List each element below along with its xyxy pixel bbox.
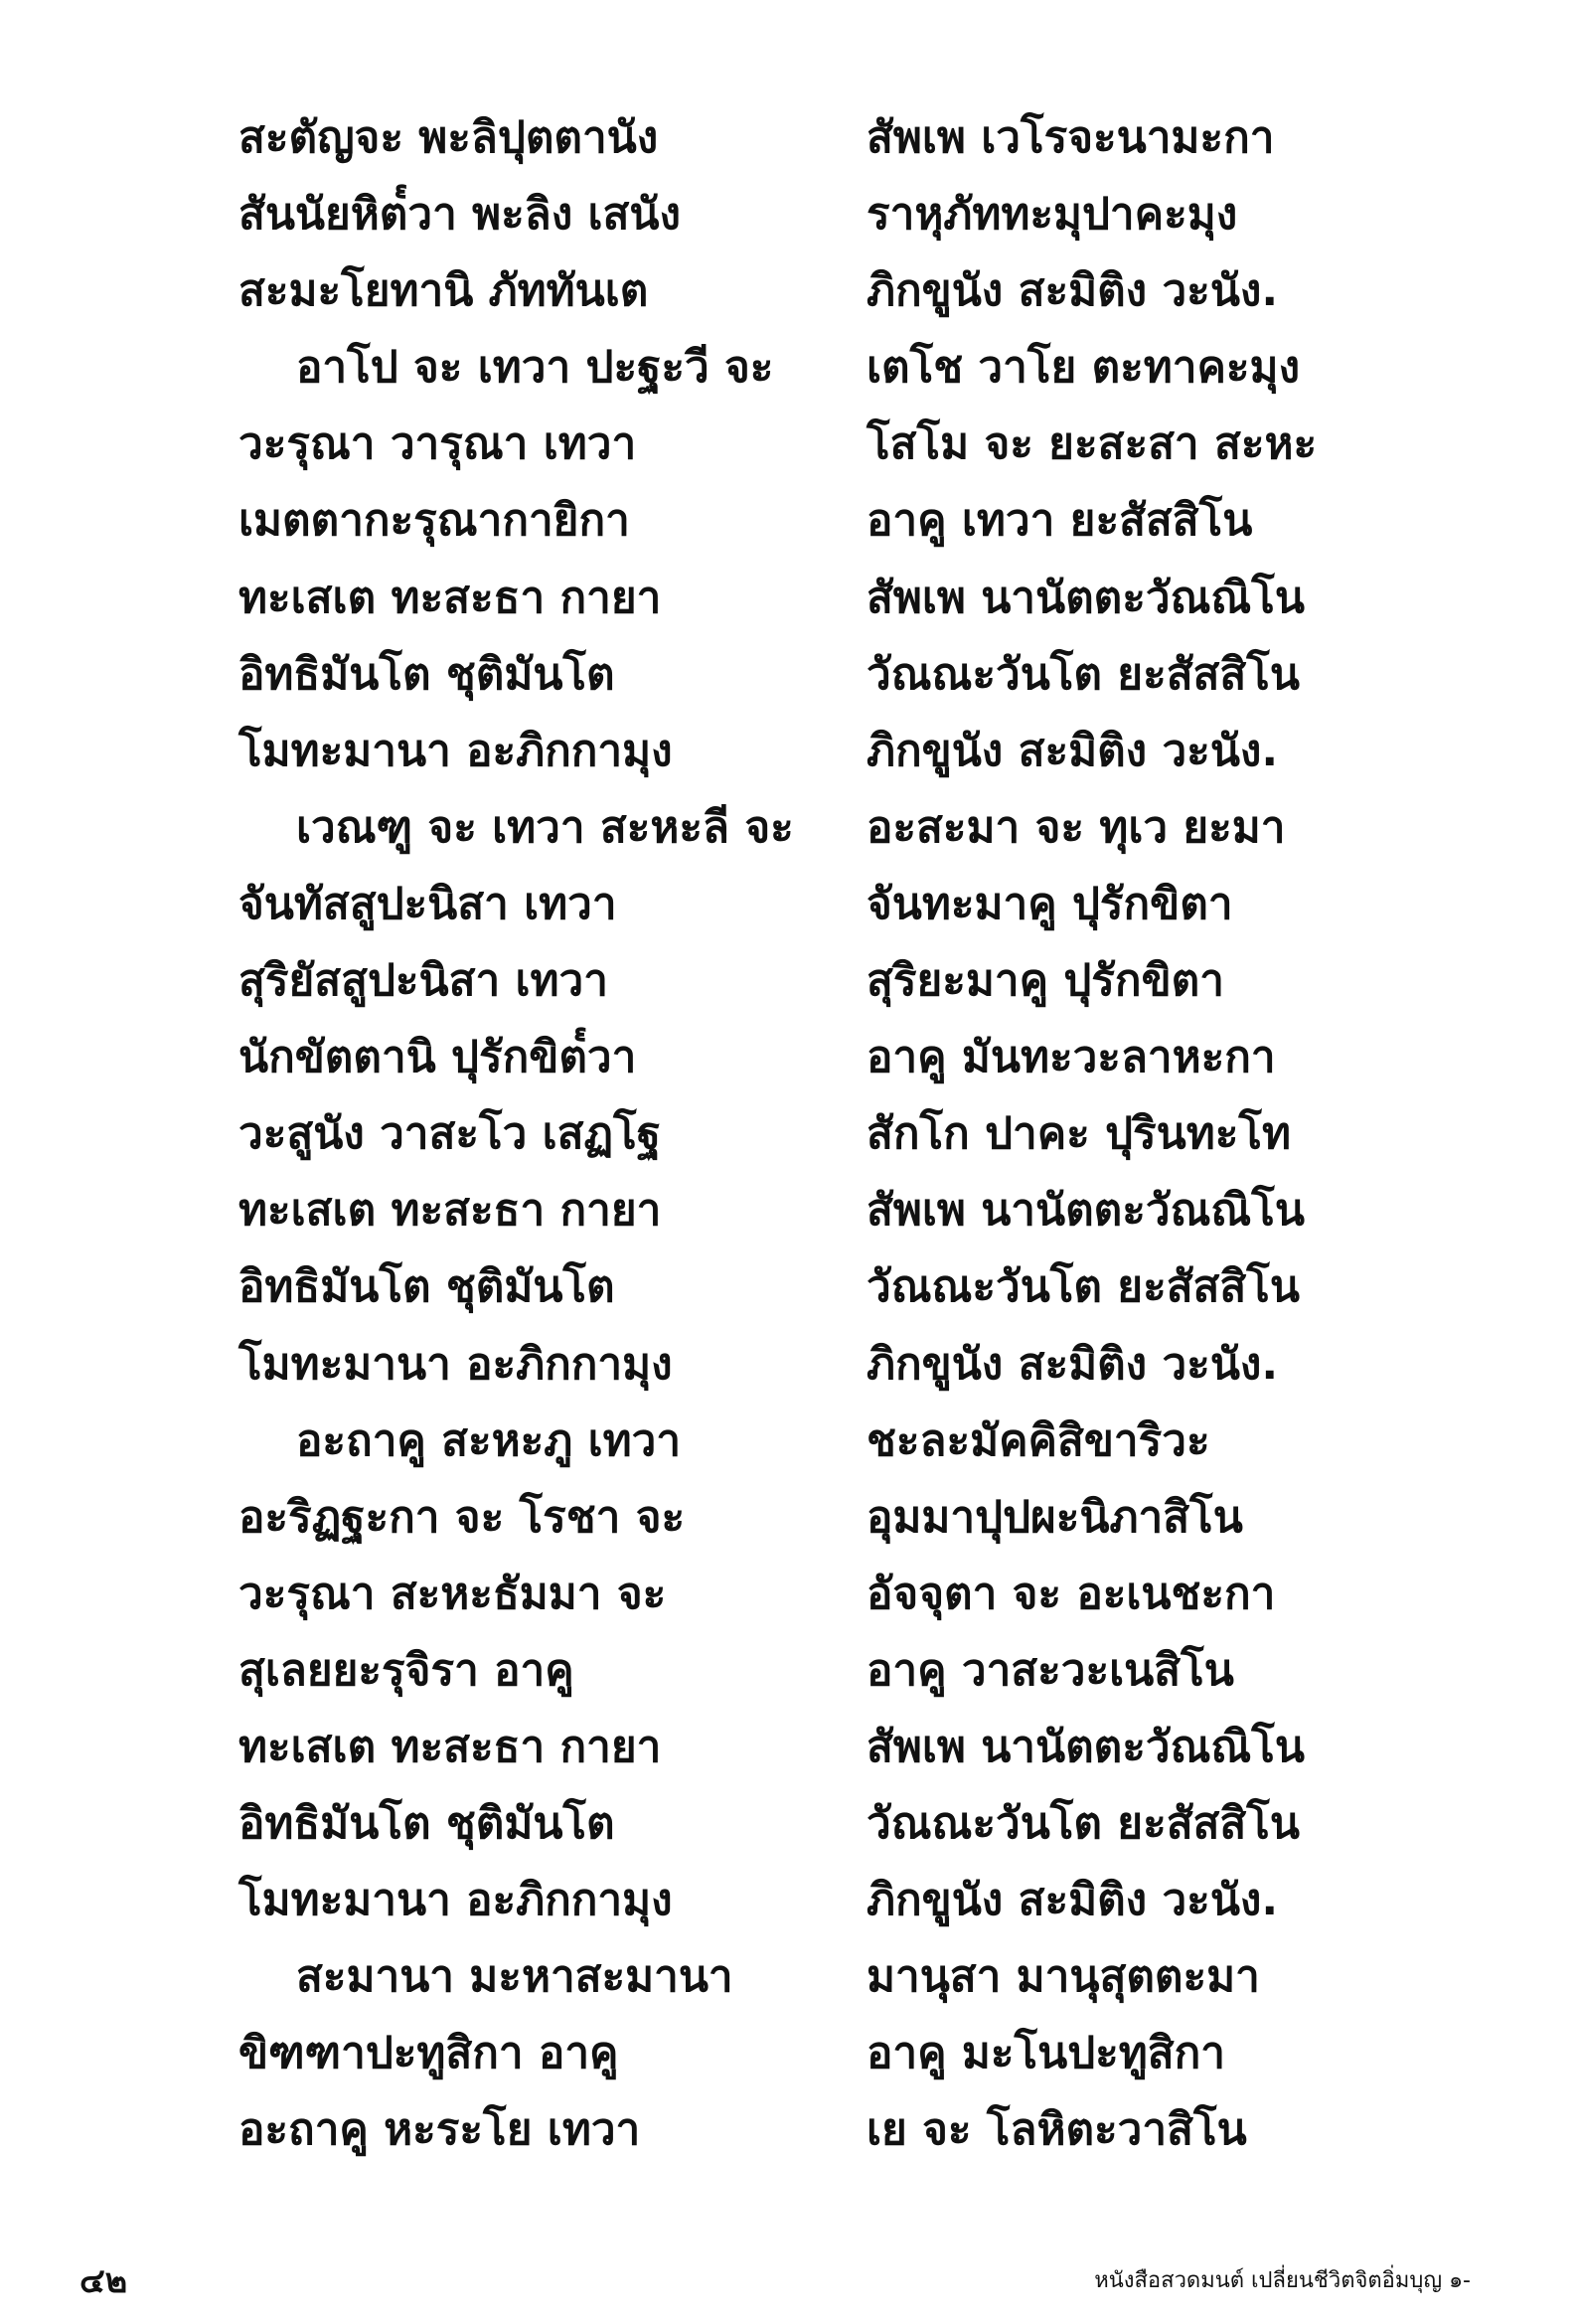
verse-left-text: โมทะมานา อะภิกกามุง [238,1338,673,1390]
verse-right-text: เตโช วาโย ตะทาคะมุง [867,342,1301,394]
verse-left-text: อาโป จะ เทวา ปะฐะวี จะ [296,342,774,394]
verse-left-text: สันนัยหิต๎วา พะลิง เสนัง [238,189,681,241]
verse-line [238,636,1351,713]
verse-line [238,176,1351,252]
verse-left-text: สุเลยยะรุจิรา อาคู [238,1644,574,1696]
verse-right-text: สัพเพ นานัตตะวัณณิโน [867,1721,1305,1772]
verse-right-text: สัพเพ เวโรจะนามะกา [867,112,1275,163]
verse-right-text: ภิกขูนัง สะมิติง วะนัง. [867,265,1279,317]
verse-line [238,2091,1351,2168]
verse-right-text: วัณณะวันโต ยะสัสสิโน [867,648,1300,700]
verse-line [238,252,1351,329]
verse-line [238,406,1351,482]
verse-left-text: อิทธิมันโต ชุติมันโต [238,1798,615,1850]
verse-line [238,1632,1351,1709]
chant-verse-block [238,99,1351,2167]
verse-left-text: โมทะมานา อะภิกกามุง [238,725,673,776]
verse-left-text: ทะเสเต ทะสะธา กายา [238,572,662,623]
verse-line [238,482,1351,559]
verse-right-text: เย จะ โลหิตะวาสิโน [867,2104,1247,2156]
verse-right-text: อัจจุตา จะ อะเนชะกา [867,1568,1276,1619]
verse-line [238,99,1351,176]
verse-right-text: ภิกขูนัง สะมิติง วะนัง. [867,1875,1279,1926]
verse-right-text: อาคู เทวา ยะสัสสิโน [867,495,1253,547]
verse-line [238,1862,1351,1938]
verse-line [238,1403,1351,1479]
verse-line [238,1326,1351,1403]
verse-right-text: สักโก ปาคะ ปุรินทะโท [867,1108,1292,1160]
verse-right-text: อาคู วาสะวะเนสิโน [867,1644,1234,1696]
verse-right-text: อาคู มะโนปะทูสิกา [867,2028,1226,2079]
verse-line [238,1709,1351,1785]
verse-left-text: สะมานา มะหาสะมานา [296,1951,733,2003]
verse-left-text: อะถาคู สะหะภู เทวา [296,1414,682,1466]
verse-left-text: อิทธิมันโต ชุติมันโต [238,1261,615,1313]
verse-left-text: โมทะมานา อะภิกกามุง [238,1875,673,1926]
verse-line [238,789,1351,866]
verse-line [238,1938,1351,2015]
verse-line [238,1172,1351,1248]
verse-right-text: อุมมาปุปผะนิภาสิโน [867,1491,1243,1543]
verse-line [238,713,1351,789]
verse-left-text: อะถาคู หะระโย เทวา [238,2104,641,2156]
verse-left-text: สุริยัสสูปะนิสา เทวา [238,955,608,1007]
verse-left-text: อิทธิมันโต ชุติมันโต [238,648,615,700]
verse-right-text: วัณณะวันโต ยะสัสสิโน [867,1798,1300,1850]
verse-right-text: สุริยะมาคู ปุรักขิตา [867,955,1224,1007]
verse-left-text: วะรุณา วารุณา เทวา [238,418,637,470]
verse-line [238,1556,1351,1632]
page-footer [79,2256,1471,2306]
verse-line [238,560,1351,636]
verse-left-text: วะรุณา สะหะธัมมา จะ [238,1568,667,1619]
verse-right-text: ภิกขูนัง สะมิติง วะนัง. [867,1338,1279,1390]
verse-right-text: วัณณะวันโต ยะสัสสิโน [867,1261,1300,1313]
verse-right-text: มานุสา มานุสุตตะมา [867,1951,1260,2003]
verse-left-text: ทะเสเต ทะสะธา กายา [238,1721,662,1772]
verse-line [238,329,1351,406]
verse-right-text: ภิกขูนัง สะมิติง วะนัง. [867,725,1279,776]
verse-line [238,1785,1351,1862]
verse-left-text: วะสูนัง วาสะโว เสฏโฐ [238,1108,661,1160]
verse-line [238,1095,1351,1172]
verse-line [238,1479,1351,1556]
verse-left-text: เวณฑู จะ เทวา สะหะลี จะ [296,801,794,853]
verse-line [238,1248,1351,1325]
verse-right-text: จันทะมาคู ปุรักขิตา [867,878,1233,929]
verse-right-text: โสโม จะ ยะสะสา สะหะ [867,418,1318,470]
verse-left-text: สะตัญจะ พะลิปุตตานัง [238,112,659,163]
verse-line [238,942,1351,1019]
verse-left-text: ทะเสเต ทะสะธา กายา [238,1185,662,1237]
verse-left-text: อะริฏฐะกา จะ โรชา จะ [238,1491,686,1543]
verse-left-text: เมตตากะรุณากายิกา [238,495,630,547]
verse-right-text: สัพเพ นานัตตะวัณณิโน [867,572,1305,623]
verse-right-text: ชะละมัคคิสิขาริวะ [867,1414,1210,1466]
verse-left-text: นักขัตตานิ ปุรักขิต๎วา [238,1032,637,1083]
verse-line [238,1019,1351,1095]
verse-left-text: จันทัสสูปะนิสา เทวา [238,878,617,929]
verse-right-text: อาคู มันทะวะลาหะกา [867,1032,1276,1083]
verse-line [238,866,1351,942]
verse-line [238,2015,1351,2091]
verse-right-text: อะสะมา จะ ทุเว ยะมา [867,801,1286,853]
verse-right-text: สัพเพ นานัตตะวัณณิโน [867,1185,1305,1237]
verse-left-text: ขิฑฑาปะทูสิกา อาคู [238,2028,619,2079]
book-title: หนังสือสวดมนต์ เปลี่ยนชีวิตจิตอิ่มบุญ ๑- [1094,2268,1471,2293]
page-number: ๔๒ [79,2261,128,2301]
verse-left-text: สะมะโยทานิ ภัททันเต [238,265,649,317]
verse-right-text: ราหุภัททะมุปาคะมุง [867,189,1238,241]
